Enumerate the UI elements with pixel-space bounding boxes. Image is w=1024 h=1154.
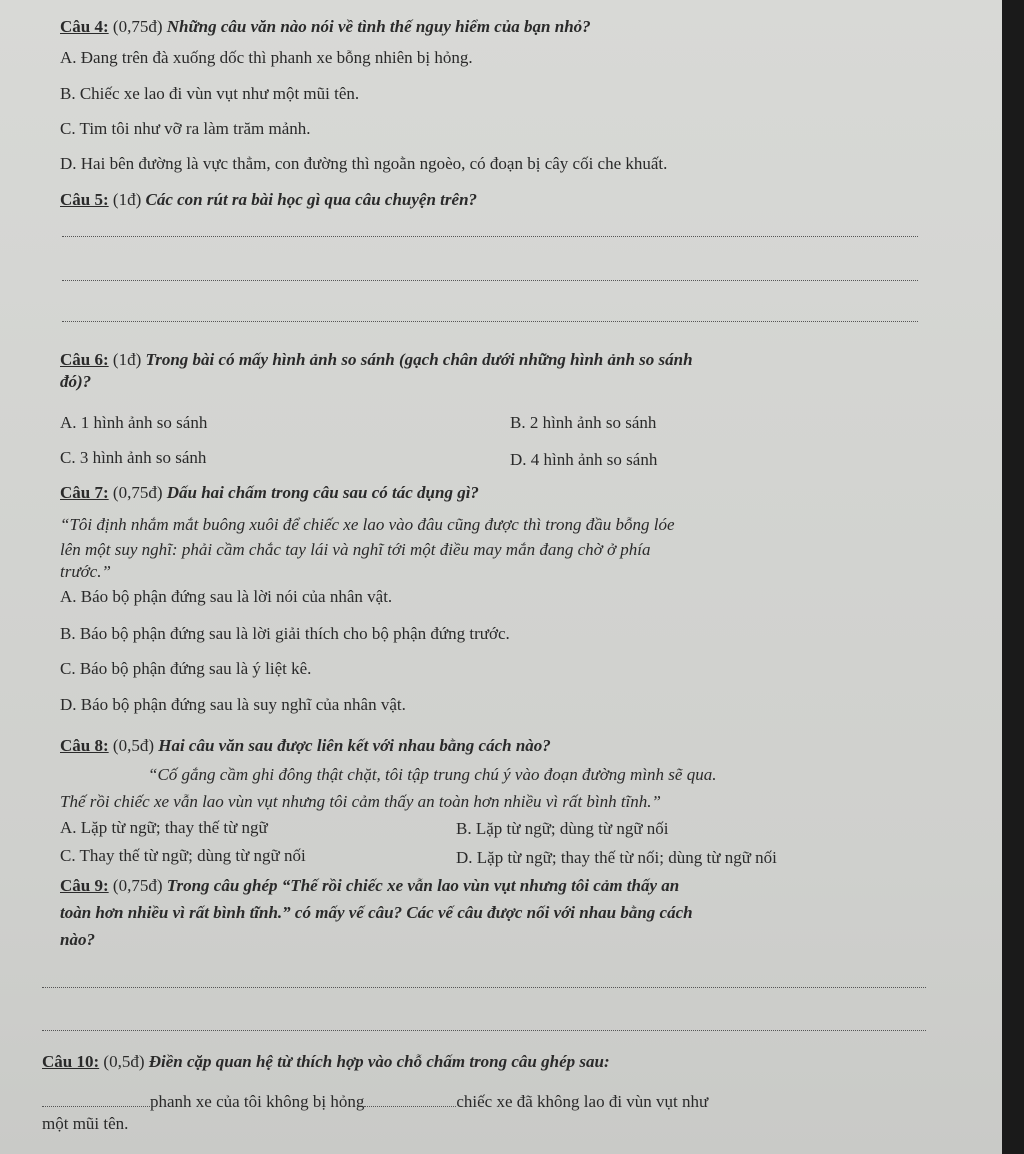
question-8-quote: “Cố gắng cầm ghi đông thật chặt, tôi tập trung chú ý vào đoạn đường mình sẽ qua. xyxy=(148,765,717,784)
question-4-option-c: C. Tim tôi như vỡ ra làm trăm mảnh. xyxy=(60,119,311,138)
answer-line[interactable] xyxy=(62,280,918,281)
question-8-option-c: C. Thay thế từ ngữ; dùng từ ngữ nối xyxy=(60,846,306,865)
question-6-prompt: Trong bài có mấy hình ảnh so sánh (gạch chân dưới những hình ảnh so sánh xyxy=(145,350,693,369)
question-6-option-d: D. 4 hình ảnh so sánh xyxy=(510,450,658,469)
question-4-points: (0,75đ) xyxy=(108,17,167,36)
question-7-quote: lên một suy nghĩ: phải cầm chắc tay lái và nghĩ tới một điều may mắn đang chờ ở phía xyxy=(60,540,651,559)
question-5-header xyxy=(60,190,477,210)
question-10-prompt: Điền cặp quan hệ từ thích hợp vào chỗ chấm trong câu ghép sau: xyxy=(148,1052,610,1071)
fill-blank[interactable] xyxy=(364,1094,456,1107)
question-5-points: (1đ) xyxy=(108,190,146,209)
question-7-option-b: B. Báo bộ phận đứng sau là lời giải thích cho bộ phận đứng trước. xyxy=(60,624,510,643)
question-9-label: Câu 9: xyxy=(60,876,109,895)
question-5-label: Câu 5: xyxy=(60,190,109,209)
question-5-prompt: Các con rút ra bài học gì qua câu chuyện trên? xyxy=(145,190,478,209)
question-10-fill-cont: một mũi tên. xyxy=(42,1114,129,1133)
answer-line[interactable] xyxy=(62,236,918,237)
answer-line[interactable] xyxy=(62,321,918,322)
answer-line[interactable] xyxy=(42,987,926,988)
question-8-option-a: A. Lặp từ ngữ; thay thế từ ngữ xyxy=(60,818,268,837)
question-4-option-a: A. Đang trên đà xuống dốc thì phanh xe bỗng nhiên bị hỏng. xyxy=(60,48,473,67)
question-9-prompt: Trong câu ghép “Thế rồi chiếc xe vẫn lao vùn vụt nhưng tôi cảm thấy an xyxy=(166,876,680,895)
question-8-option-b: B. Lặp từ ngữ; dùng từ ngữ nối xyxy=(456,819,669,838)
question-8-label: Câu 8: xyxy=(60,736,109,755)
question-8-prompt: Hai câu văn sau được liên kết với nhau bằng cách nào? xyxy=(158,736,551,755)
question-10-header xyxy=(42,1052,610,1072)
question-6-option-b: B. 2 hình ảnh so sánh xyxy=(510,413,657,432)
question-6-header xyxy=(60,350,693,370)
question-10-fill-part2: chiếc xe đã không lao đi vùn vụt như xyxy=(456,1092,709,1111)
question-7-prompt: Dấu hai chấm trong câu sau có tác dụng gì? xyxy=(166,483,479,502)
question-7-points: (0,75đ) xyxy=(108,483,167,502)
question-9-header xyxy=(60,876,679,896)
question-10-fill-sentence xyxy=(42,1092,708,1112)
question-6-label: Câu 6: xyxy=(60,350,109,369)
question-8-header xyxy=(60,736,551,756)
question-6-option-c: C. 3 hình ảnh so sánh xyxy=(60,448,207,467)
question-8-option-d: D. Lặp từ ngữ; thay thế từ nối; dùng từ ngữ nối xyxy=(456,848,777,867)
question-4-header xyxy=(60,17,591,37)
question-4-prompt: Những câu văn nào nói về tình thế nguy hiểm của bạn nhỏ? xyxy=(166,17,591,36)
question-7-option-a: A. Báo bộ phận đứng sau là lời nói của nhân vật. xyxy=(60,587,393,606)
question-10-points: (0,5đ) xyxy=(99,1052,149,1071)
question-7-quote: “Tôi định nhắm mắt buông xuôi để chiếc xe lao vào đâu cũng được thì trong đầu bỗng lóe xyxy=(60,515,675,534)
question-4-option-d: D. Hai bên đường là vực thẳm, con đường thì ngoằn ngoèo, có đoạn bị cây cối che khuất. xyxy=(60,154,668,173)
question-7-header xyxy=(60,483,479,503)
question-10-fill-part1: phanh xe của tôi không bị hỏng xyxy=(150,1092,365,1111)
question-6-option-a: A. 1 hình ảnh so sánh xyxy=(60,413,208,432)
question-8-points: (0,5đ) xyxy=(108,736,159,755)
question-9-points: (0,75đ) xyxy=(108,876,167,895)
question-7-label: Câu 7: xyxy=(60,483,109,502)
question-10-label: Câu 10: xyxy=(42,1052,100,1071)
question-4-option-b: B. Chiếc xe lao đi vùn vụt như một mũi tên. xyxy=(60,84,360,103)
question-4-label: Câu 4: xyxy=(60,17,109,36)
question-9-prompt-cont: nào? xyxy=(60,930,95,949)
answer-line[interactable] xyxy=(42,1030,926,1031)
question-9-prompt-cont: toàn hơn nhiều vì rất bình tĩnh.” có mấy vế câu? Các vế câu được nối với nhau bằng cách xyxy=(60,903,693,922)
question-7-quote: trước.” xyxy=(60,562,111,581)
question-8-quote: Thế rồi chiếc xe vẫn lao vùn vụt nhưng tôi cảm thấy an toàn hơn nhiều vì rất bình tĩnh.” xyxy=(60,792,661,811)
fill-blank[interactable] xyxy=(42,1094,150,1107)
question-7-option-c: C. Báo bộ phận đứng sau là ý liệt kê. xyxy=(60,659,312,678)
question-6-prompt-cont: đó)? xyxy=(60,372,92,391)
question-6-points: (1đ) xyxy=(108,350,146,369)
question-7-option-d: D. Báo bộ phận đứng sau là suy nghĩ của nhân vật. xyxy=(60,695,406,714)
